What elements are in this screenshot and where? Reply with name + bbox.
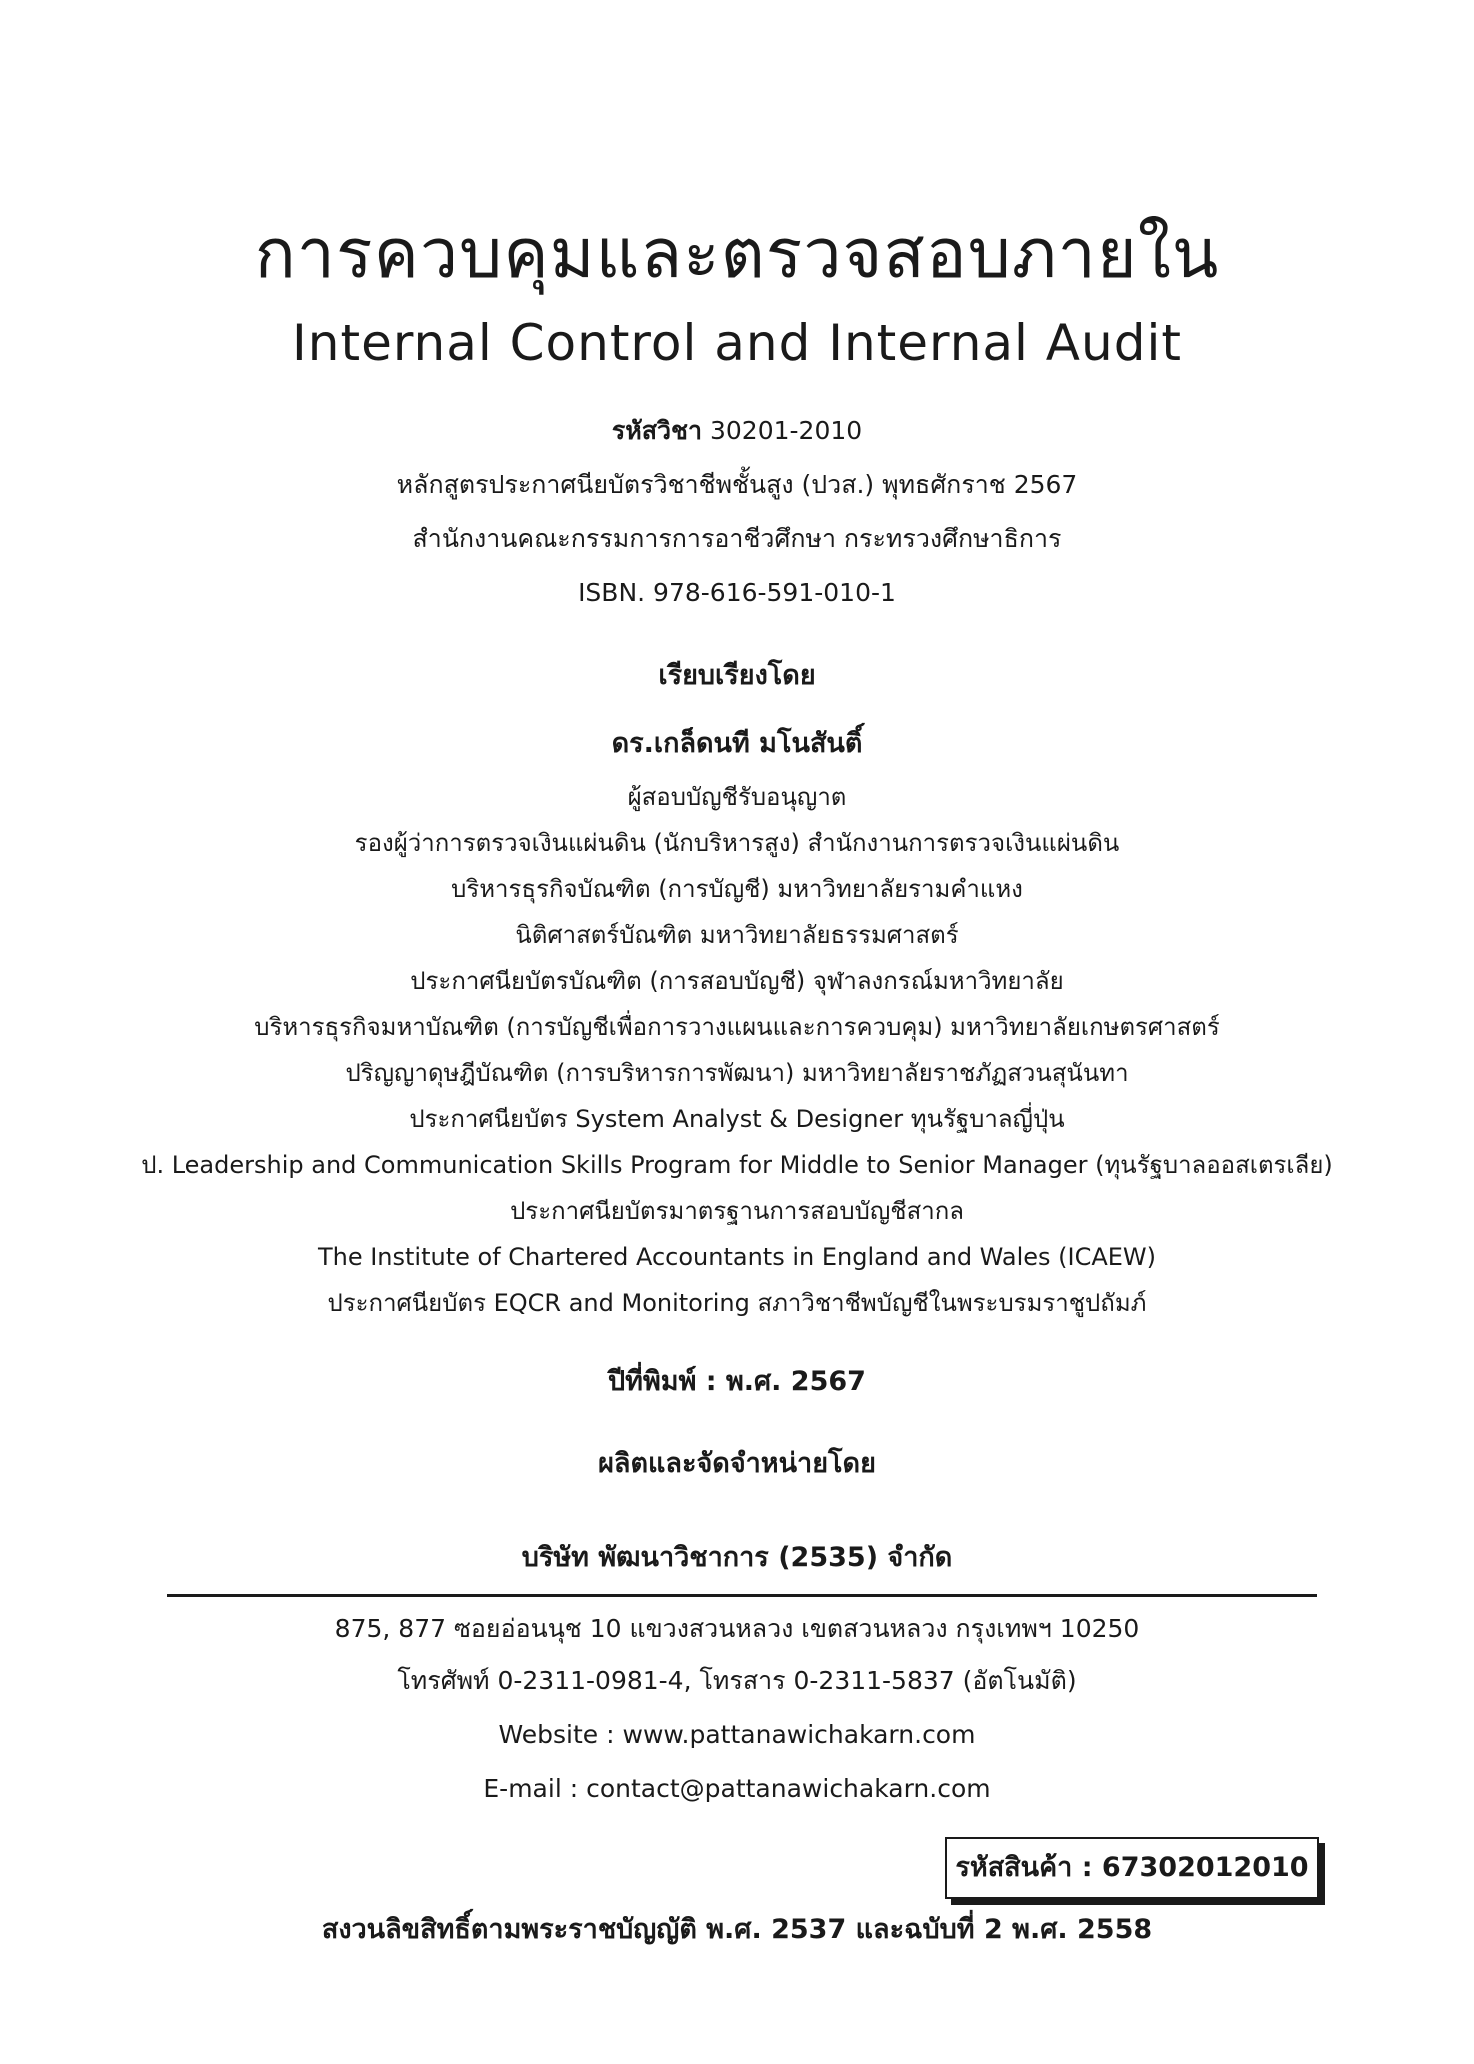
course-code-line [0,414,1474,448]
produced-by-heading: ผลิตและจัดจำหน่ายโดย [598,1448,876,1479]
publisher-website: Website : www.pattanawichakarn.com [498,1720,976,1749]
publisher-name: บริษัท พัฒนาวิชาการ (2535) จำกัด [521,1542,953,1573]
credential-line: ผู้สอบบัญชีรับอนุญาต [627,783,847,811]
isbn-line: ISBN. 978-616-591-010-1 [578,578,896,607]
course-code-label: รหัสวิชา [611,416,703,445]
print-year: ปีที่พิมพ์ : พ.ศ. 2567 [608,1366,866,1397]
curriculum-line: หลักสูตรประกาศนียบัตรวิชาชีพชั้นสูง (ปวส.) พุทธศักราช 2567 [396,470,1078,499]
author-name: ดร.เกล็ดนที มโนสันติ์ [611,728,863,759]
compiled-by-heading: เรียบเรียงโดย [658,660,816,691]
publisher-address: 875, 877 ซอยอ่อนนุช 10 แขวงสวนหลวง เขตสวนหลวง กรุงเทพฯ 10250 [334,1614,1140,1643]
credential-line: ปริญญาดุษฎีบัณฑิต (การบริหารการพัฒนา) มหาวิทยาลัยราชภัฏสวนสุนันทา [345,1059,1129,1087]
credential-line: รองผู้ว่าการตรวจเงินแผ่นดิน (นักบริหารสูง) สำนักงานการตรวจเงินแผ่นดิน [354,829,1120,857]
book-title-english: Internal Control and Internal Audit [292,314,1182,372]
publisher-phone: โทรศัพท์ 0-2311-0981-4, โทรสาร 0-2311-5837 (อัตโนมัติ) [397,1666,1077,1695]
book-title-thai: การควบคุมและตรวจสอบภายใน [254,215,1220,294]
credential-line: ประกาศนียบัตรบัณฑิต (การสอบบัญชี) จุฬาลงกรณ์มหาวิทยาลัย [410,967,1064,995]
product-code-box: รหัสสินค้า : 67302012010 [945,1837,1319,1899]
credential-line: ประกาศนียบัตรมาตรฐานการสอบบัญชีสากล [510,1197,964,1225]
copyright-notice: สงวนลิขสิทธิ์ตามพระราชบัญญัติ พ.ศ. 2537 และฉบับที่ 2 พ.ศ. 2558 [321,1914,1153,1945]
credential-line: The Institute of Chartered Accountants in England and Wales (ICAEW) [317,1243,1157,1271]
credential-line: นิติศาสตร์บัณฑิต มหาวิทยาลัยธรรมศาสตร์ [515,921,959,949]
office-line: สำนักงานคณะกรรมการการอาชีวศึกษา กระทรวงศึกษาธิการ [412,524,1062,553]
credential-line: บริหารธุรกิจมหาบัณฑิต (การบัญชีเพื่อการวางแผนและการควบคุม) มหาวิทยาลัยเกษตรศาสตร์ [254,1013,1220,1041]
credential-line: ประกาศนียบัตร System Analyst & Designer ทุนรัฐบาลญี่ปุ่น [409,1105,1065,1133]
publisher-email: E-mail : contact@pattanawichakarn.com [483,1774,991,1803]
credential-line: บริหารธุรกิจบัณฑิต (การบัญชี) มหาวิทยาลัยรามคำแหง [451,875,1023,903]
credential-line: ประกาศนียบัตร EQCR and Monitoring สภาวิชาชีพบัญชีในพระบรมราชูปถัมภ์ [327,1289,1147,1317]
credential-line: ป. Leadership and Communication Skills Program for Middle to Senior Manager (ทุนรัฐบาลออสเตรเลีย) [141,1151,1333,1179]
course-code-value: 30201-2010 [709,416,863,445]
publisher-divider [167,1594,1317,1597]
